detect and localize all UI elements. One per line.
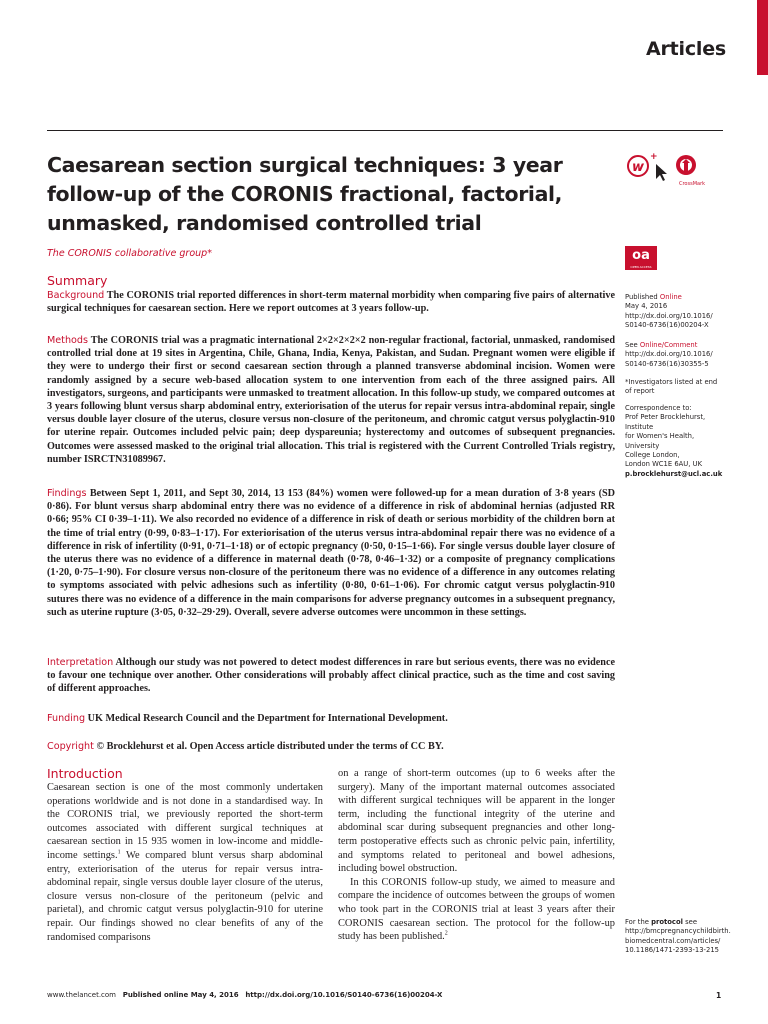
summary-heading: Summary xyxy=(47,273,108,288)
methods-label: Methods xyxy=(47,335,88,346)
correspondence-line4: London WC1E 6AU, UK xyxy=(625,460,703,469)
oa-subtext: OPEN ACCESS xyxy=(630,265,652,269)
page-footer xyxy=(47,991,442,999)
article-authors: The CORONIS collaborative group* xyxy=(47,248,212,259)
intro-paragraph1-end: on a range of short-term outcomes (up to 6 weeks after the surgery). Many of the important maternal outcomes associated with different surgical techniques will be apparent in the longer term, including the functional integrity of the uterine and abdominal scar during subsequent pregnancies and other long-term postoperative effects such as chronic pelvic pain, infertility, and symptoms related to peritoneal and bowel adhesions, including bowel obstruction. xyxy=(338,768,615,875)
interpretation-text: Although our study was not powered to detect modest differences in rare but serious events, there was no evidence to favour one technique over another. Other considerations will probably affect clinical practice, such as the time and cost saving of different approaches. xyxy=(47,657,615,695)
article-title: Caesarean section surgical techniques: 3 year follow-up of the CORONIS fractional, factorial, unmasked, randomised controlled trial xyxy=(47,153,563,235)
wiley-w-icon[interactable] xyxy=(628,152,658,176)
introduction-heading: Introduction xyxy=(47,766,123,781)
abstract-methods xyxy=(47,334,615,466)
findings-text: Between Sept 1, 2011, and Sept 30, 2014, 13 153 (84%) women were followed-up for a mean duration of 3·8 years (SD 0·86). For blunt versus sharp abdominal entry there was no evidence of a difference in risk of abdominal hernias (adjusted RR 0·66; 95% CI 0·39–1·11). We also recorded no evidence of a difference in risk of death or serious morbidity of the children born at the time of trial entry (0·99, 0·83–1·17). For exteriorisation of the uterus versus intra-abdominal repair there was no evidence of a difference in risk of infertility (0·91, 0·71–1·18) or of ectopic pregnancy (0·50, 0·15–1·66). For single versus double layer closure of the uterus there was no evidence of a difference in maternal death (0·78, 0·46–1·32) or a composite of pregnancy complications (1·20, 0·75–1·90). For closure versus non-closure of the peritoneum there was no evidence of a difference in any outcomes relating to symptoms associated with pelvic adhesions such as infertility (0·80, 0·61–1·06). For chromic catgut versus polyglactin-910 sutures there was no evidence of a difference in the main comparisons for adverse pregnancy outcomes in a subsequent pregnancy, such as uterine rupture (3·05, 0·32–29·29). Overall, severe adverse outcomes were uncommon in these settings. xyxy=(47,488,615,618)
abstract-findings xyxy=(47,487,615,619)
see-comment-link[interactable]: Online/Comment xyxy=(639,341,698,349)
see-doi-line1[interactable]: http://dx.doi.org/10.1016/ xyxy=(625,350,713,359)
correspondence-label: Correspondence to: xyxy=(625,404,692,412)
correspondence-line3: College London, xyxy=(625,451,680,460)
abstract-funding xyxy=(47,712,615,725)
published-date: May 4, 2016 xyxy=(625,302,668,311)
introduction-column-right xyxy=(338,767,615,944)
svg-text:w: w xyxy=(631,160,645,175)
sidebar-investigators-note xyxy=(625,378,725,397)
published-doi-line2[interactable]: S0140-6736(16)00204-X xyxy=(625,321,709,330)
protocol-url-line3[interactable]: 10.1186/1471-2393-13-215 xyxy=(625,946,719,955)
background-label: Background xyxy=(47,290,105,301)
footer-doi[interactable]: http://dx.doi.org/10.1016/S0140-6736(16)00204-X xyxy=(245,991,443,999)
correspondence-email[interactable]: p.brocklehurst@ucl.ac.uk xyxy=(625,469,723,478)
svg-text:+: + xyxy=(650,152,658,162)
funding-label: Funding xyxy=(47,713,86,724)
correspondence-line2: for Women's Health, University xyxy=(625,432,695,450)
methods-text: The CORONIS trial was a pragmatic international 2×2×2×2×2 non-regular fractional, factorial, unmasked, randomised controlled trial done at 19 sites in Argentina, Chile, Ghana, India, Kenya, Pakistan, and Sudan. Pregnant women were eligible if they were to undergo their first or second caesarean section through a planned transverse abdominal incision. Women were randomly assigned by a secure web-based allocation system to one intervention from each of the three assigned pairs. All investigators, surgeons, and participants were unmasked to treatment allocation. In this follow-up study, we compared outcomes at 3 years following blunt versus sharp abdominal entry, exteriorisation of the uterus for repair versus intra-abdominal repair, single versus double layer closure of the uterus, closure versus non-closure of the peritoneum, and chromic catgut versus polyglactin-910 for uterine repair. Outcomes included pelvic pain; deep dyspareunia; hysterectomy and outcomes of subsequent pregnancies. Outcomes were assessed masked to the original trial allocation. This trial is registered with the Current Controlled Trials registry, number ISRCTN31089967. xyxy=(47,335,615,465)
sidebar-protocol xyxy=(625,918,731,956)
introduction-column-left xyxy=(47,781,323,944)
article-tools-icons xyxy=(626,152,706,182)
correspondence-line1: Prof Peter Brocklehurst, Institute xyxy=(625,413,706,431)
oa-text: oa xyxy=(632,248,650,263)
funding-text: UK Medical Research Council and the Department for International Development. xyxy=(87,713,448,724)
published-online-link[interactable]: Online xyxy=(659,293,682,301)
see-label: See xyxy=(625,341,638,349)
findings-label: Findings xyxy=(47,488,87,499)
open-access-badge xyxy=(625,246,657,270)
protocol-post: see xyxy=(682,918,698,926)
sidebar-correspondence xyxy=(625,404,725,479)
footer-site[interactable]: www.thelancet.com xyxy=(47,991,116,999)
protocol-pre: For the xyxy=(625,918,652,926)
protocol-bold: protocol xyxy=(651,918,683,926)
reference-2[interactable]: 2 xyxy=(444,930,448,937)
journal-color-bar xyxy=(757,0,768,75)
header-divider xyxy=(47,130,723,131)
copyright-text: © Brocklehurst et al. Open Access article distributed under the terms of CC BY. xyxy=(96,741,444,752)
abstract-background xyxy=(47,289,615,315)
protocol-url-line1[interactable]: http://bmcpregnancychildbirth. xyxy=(625,927,731,936)
abstract-copyright xyxy=(47,740,615,753)
published-label: Published xyxy=(625,293,658,301)
footer-published: Published online May 4, 2016 xyxy=(122,991,239,999)
published-doi-line1[interactable]: http://dx.doi.org/10.1016/ xyxy=(625,311,713,320)
note-line2: of report xyxy=(625,387,655,396)
section-label: Articles xyxy=(645,38,726,60)
see-doi-line2[interactable]: S0140-6736(16)30355-5 xyxy=(625,359,709,368)
interpretation-label: Interpretation xyxy=(47,657,114,668)
protocol-url-line2[interactable]: biomedcentral.com/articles/ xyxy=(625,936,721,945)
intro-paragraph1-start: Caesarean section is one of the most commonly undertaken operations worldwide and is not done in a standardised way. In the CORONIS trial, we previously reported the short-term outcomes associated with different surgical techniques at caesarean section in 15 935 women in low-income and middle-income settings. xyxy=(47,782,323,861)
reference-1[interactable]: 1 xyxy=(117,849,121,856)
abstract-interpretation xyxy=(47,656,615,696)
sidebar-published xyxy=(625,293,725,331)
intro-paragraph2: In this CORONIS follow-up study, we aimed to measure and compare the incidence of outcomes between the groups of women who took part in the CORONIS trial at least 3 years after their CORONIS caesarean section. The protocol for the follow-up study has been published. xyxy=(338,876,615,943)
sidebar-see-comment xyxy=(625,341,725,369)
cursor-icon xyxy=(656,164,667,181)
intro-paragraph1-middle: We compared blunt versus sharp abdominal entry, exteriorisation of the uterus for repair versus intra-abdominal repair, single versus double layer closure of the uterus, closure versus non-closure of the peritoneum (pelvic and parietal), and chromic catgut versus polyglactin-910 for uterine repair. Our findings showed no clear benefits of any of the randomised comparisons xyxy=(47,849,323,943)
page-number: 1 xyxy=(716,991,722,1000)
copyright-label: Copyright xyxy=(47,741,94,752)
crossmark-icon[interactable] xyxy=(676,155,696,175)
note-line1: *Investigators listed at end xyxy=(625,378,718,386)
crossmark-label: CrossMark xyxy=(679,181,706,187)
background-text: The CORONIS trial reported differences in short-term maternal morbidity when comparing five pairs of alternative surgical techniques for caesarean section. Here we report outcomes at 3 years follow-up. xyxy=(47,290,615,315)
